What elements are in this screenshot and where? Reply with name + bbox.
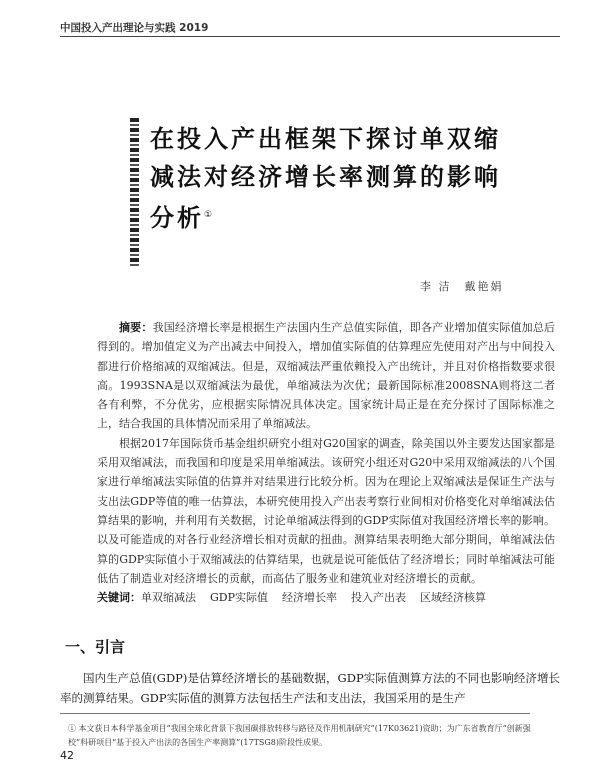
abstract-paragraph-2: 根据2017年国际货币基金组织研究小组对G20国家的调查，除美国以外主要发达国家都是采用双缩减法，而我国和印度是采用单缩减法。该研究小组还对G20中采用双缩减法的八个国家进行单缩减法实际值的估算并对结果进行比较分析。因为在理论上双缩减法是保证生产法与支出法GDP等值的唯一估算法，本研究使用投入产出表考察行业间相对价格变化对单缩减法估算结果的影响，并利用有关数据，讨论单缩减法得到的GDP实际值对我国经济增长率的影响。以及可能造成的对各行业经济增长相对贡献的扭曲。测算结果表明绝大部分期间，单缩减法估算的GDP实际值小于双缩减法的估算结果，也就是说可能低估了经济增长；同时单缩减法可能低估了制造业对经济增长的贡献，而高估了服务业和建筑业对经济增长的贡献。: [97, 436, 555, 585]
keyword: 投入产出表: [351, 591, 407, 605]
section-heading: 一、引言: [65, 638, 126, 656]
abstract-label: 摘要：: [119, 321, 153, 334]
keywords: [97, 588, 555, 607]
footnote: ① 本文获日本科学基金项目“我国全球化背景下我国碳排放转移与路径及作用机制研究”(17K03621)资助；为广东省教育厅“创新强校”科研项目“基于投入产出法的各国生产率测算”(17TSG8)阶段性成果。: [68, 724, 531, 747]
keyword: 区域经济核算: [420, 591, 487, 605]
abstract-text: 我国经济增长率是根据生产法国内生产总值实际值，即各产业增加值实际值加总后得到的。增加值定义为产出减去中间投入，增加值实际值的估算理应先使用对产出与中间投入都进行价格缩减的双缩减法。但是，双缩减法严重依赖投入产出统计，并且对价格指数要求很高。1993SNA是以双缩减法为最优，单缩减法为次优；最新国际标准2008SNA则将这二者各有利弊，不分优劣，应根据实际情况具体决定。国家统计局正是在充分探讨了国际标准之上，结合我国的具体情况而采用了单缩减法。: [97, 321, 556, 431]
title-line-3: [150, 196, 550, 237]
title-footnote-mark: ①: [204, 210, 213, 220]
keywords-label: 关键词：: [97, 591, 141, 605]
body-paragraph: 国内生产总值(GDP)是估算经济增长的基础数据，GDP实际值测算方法的不同也影响经济增长率的测算结果。GDP实际值的测算方法包括生产法和支出法，我国采用的是生产: [60, 671, 560, 705]
keyword: 经济增长率: [282, 591, 338, 605]
authors: 李 洁 戴艳娟: [420, 280, 504, 293]
article-title: [150, 120, 550, 237]
footnote-rule: [60, 713, 530, 714]
keyword: GDP实际值: [210, 591, 269, 605]
page-number: 42: [60, 749, 74, 762]
title-line-3-text: 分析: [150, 204, 204, 232]
header-rule: [60, 36, 560, 37]
abstract-paragraph-1: [97, 318, 555, 434]
keyword: 单双缩减法: [141, 591, 196, 605]
running-head: 中国投入产出理论与实践 2019: [60, 22, 209, 34]
title-decoration-bar: [130, 118, 139, 268]
abstract: [97, 318, 555, 607]
title-line-2: 减法对经济增长率测算的影响: [150, 163, 501, 191]
title-line-1: 在投入产出框架下探讨单双缩: [150, 125, 501, 153]
